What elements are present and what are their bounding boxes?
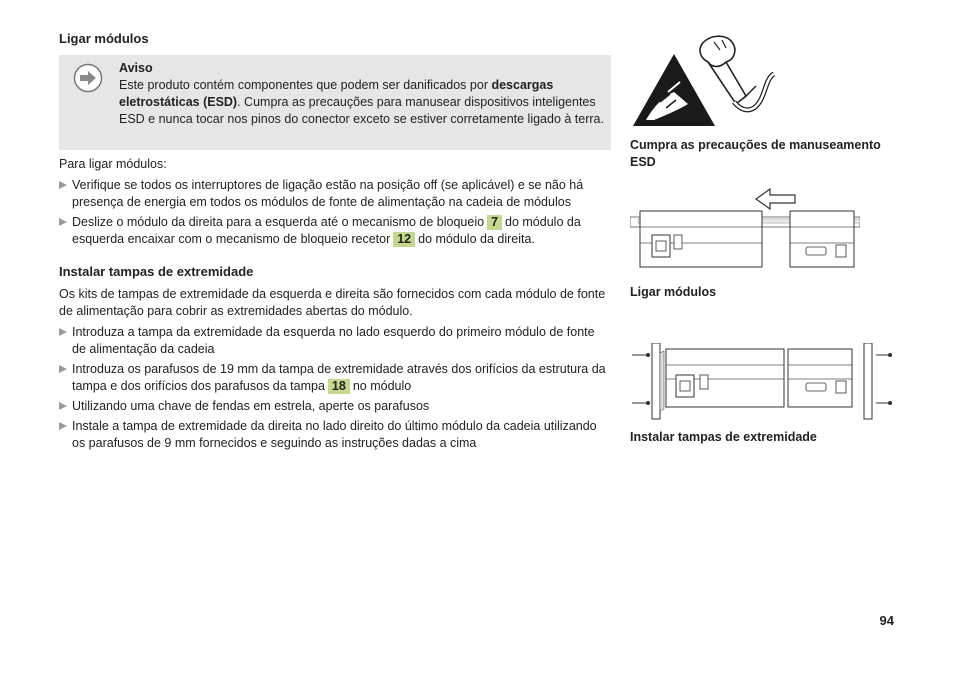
bullet-triangle-icon bbox=[59, 181, 67, 189]
list-item-text: Introduza os parafusos de 19 mm da tampa de extremidade através dos orifícios da estrutura da tampa e dos orifícios dos parafusos da tampa bbox=[72, 362, 606, 393]
bullet-triangle-icon bbox=[59, 365, 67, 373]
list-item-text: Deslize o módulo da direita para a esquerda até o mecanismo de bloqueio bbox=[72, 215, 485, 229]
notice-bold-text: descargas eletrostáticas (ESD) bbox=[119, 78, 554, 109]
intro-text: Para ligar módulos: bbox=[59, 157, 167, 171]
figure-caption-esd: Cumpra as precauções de manuseamento ESD bbox=[630, 138, 881, 169]
arrow-right-icon bbox=[73, 63, 103, 93]
bullet-triangle-icon bbox=[59, 328, 67, 336]
callout-badge: 12 bbox=[393, 232, 415, 247]
figure-caption-connect: Ligar módulos bbox=[630, 285, 717, 299]
notice-box bbox=[59, 55, 611, 150]
bullet-triangle-icon bbox=[59, 218, 67, 226]
notice-text-part: . Cumpra as precauções para manusear dispositivos inteligentes ESD e nunca tocar nos pinos do conector exceto se estiver corretamente ligado à terra. bbox=[119, 95, 604, 126]
esd-warning-icon bbox=[630, 32, 800, 130]
main-column bbox=[59, 30, 611, 455]
list-item bbox=[59, 398, 611, 415]
figure-caption-endcaps: Instalar tampas de extremidade bbox=[630, 430, 817, 444]
callout-badge: 7 bbox=[487, 215, 502, 230]
endcaps-diagram bbox=[630, 343, 892, 423]
section-heading-endcaps: Instalar tampas de extremidade bbox=[59, 264, 254, 279]
list-item-text: do módulo da esquerda encaixar com o mecanismo de bloqueio recetor bbox=[72, 215, 581, 246]
section-heading-connect: Ligar módulos bbox=[59, 31, 149, 46]
endcaps-steps-list bbox=[59, 324, 611, 452]
list-item-text: Instale a tampa de extremidade da direita no lado direito do último módulo da cadeia utilizando os parafusos de 9 mm fornecidos e seguindo as instruções dadas a cima bbox=[72, 419, 597, 450]
bullet-triangle-icon bbox=[59, 422, 67, 430]
list-item bbox=[59, 177, 611, 211]
connect-modules-diagram bbox=[630, 183, 860, 279]
list-item-text: no módulo bbox=[352, 379, 412, 393]
bullet-triangle-icon bbox=[59, 402, 67, 410]
list-item-text: Utilizando uma chave de fendas em estrela, aperte os parafusos bbox=[72, 399, 430, 413]
list-item bbox=[59, 324, 611, 358]
notice-title: Aviso bbox=[119, 61, 153, 75]
callout-badge: 18 bbox=[328, 379, 350, 394]
figure-column bbox=[630, 32, 890, 446]
list-item-text: Introduza a tampa da extremidade da esquerda no lado esquerdo do primeiro módulo de fonte de alimentação da cadeia bbox=[72, 325, 595, 356]
list-item-text: Verifique se todos os interruptores de ligação estão na posição off (se aplicável) e se não há presença de energia em todos os módulos de fonte de alimentação na cadeia de módulos bbox=[72, 178, 584, 209]
page-number: 94 bbox=[879, 613, 894, 628]
list-item-text: do módulo da direita. bbox=[418, 232, 535, 246]
notice-text-part: Este produto contém componentes que podem ser danificados por bbox=[119, 78, 492, 92]
list-item bbox=[59, 418, 611, 452]
connect-steps-list bbox=[59, 177, 611, 248]
notice-body bbox=[119, 77, 604, 128]
notice-text bbox=[119, 60, 604, 128]
endcaps-intro: Os kits de tampas de extremidade da esquerda e direita são fornecidos com cada módulo de fonte de alimentação para cobrir as extremidades abertas do módulo. bbox=[59, 287, 606, 318]
list-item bbox=[59, 214, 611, 248]
list-item bbox=[59, 361, 611, 395]
